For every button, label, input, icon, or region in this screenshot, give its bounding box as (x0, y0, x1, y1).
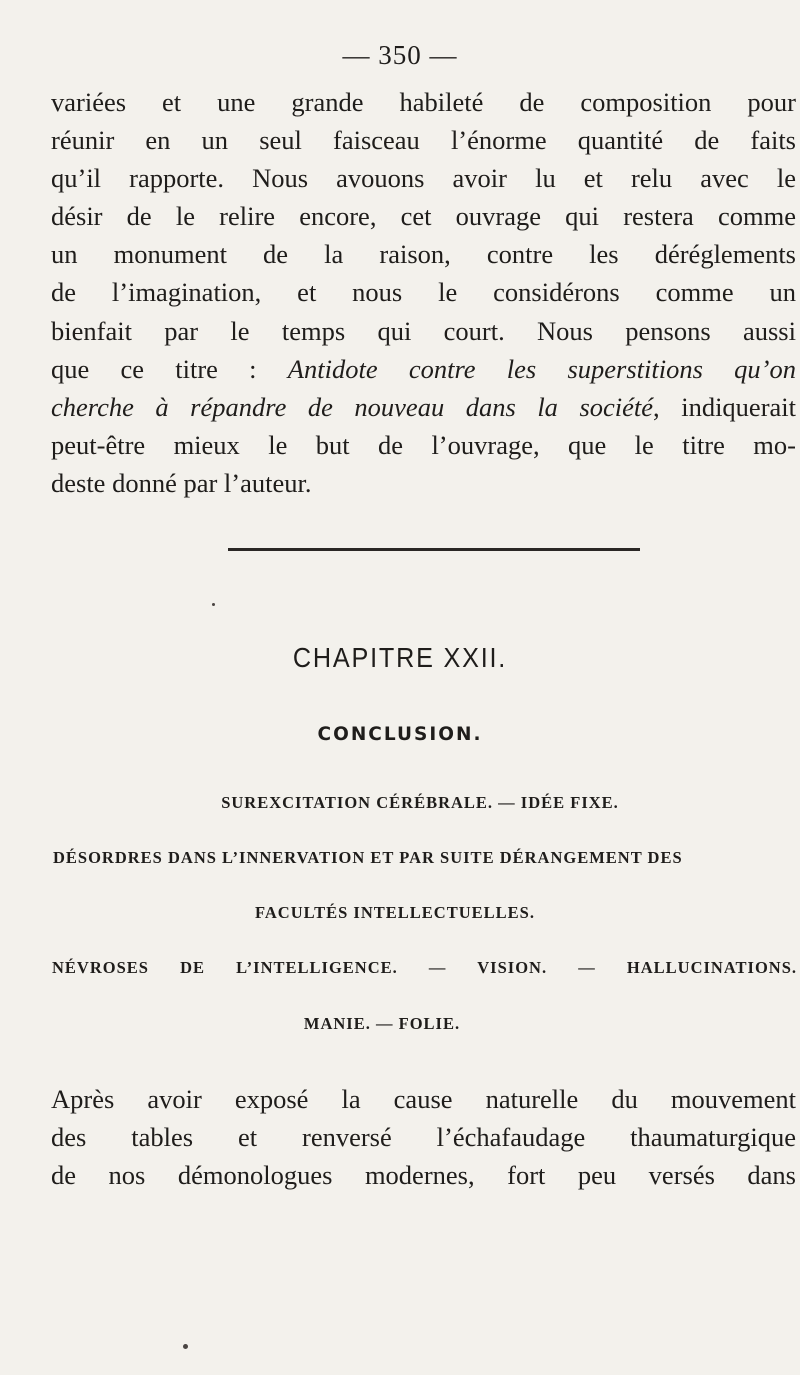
page-number: — 350 — (342, 40, 458, 70)
text-line: variées et une grande habileté de composition pour (51, 87, 796, 117)
summary-line: FACULTÉS INTELLECTUELLES. (255, 903, 535, 922)
text-line: des tables et renversé l’échafaudage thaumaturgique (51, 1122, 796, 1153)
text-roman: que ce titre : (51, 353, 288, 384)
text-line: de nos démonologues modernes, fort peu versés dans (51, 1160, 796, 1191)
text-line: bienfait par le temps qui court. Nous pensons aussi (51, 315, 796, 346)
ink-speck (212, 603, 215, 606)
paragraph-continued (51, 83, 796, 502)
text-line: qu’il rapporte. Nous avouons avoir lu et relu avec le (51, 163, 796, 194)
text-line: un monument de la raison, contre les déréglements (51, 239, 796, 270)
text-roman: , indiquerait (653, 391, 796, 422)
ink-speck (183, 1344, 188, 1349)
text-line: désir de le relire encore, cet ouvrage qui restera comme (51, 201, 796, 232)
text-line: de l’imagination, et nous le considérons comme un (51, 277, 796, 308)
text-line-mixed (51, 350, 796, 388)
summary-line: MANIE. — FOLIE. (303, 1014, 461, 1033)
section-title: CONCLUSION. (317, 724, 483, 745)
text-line-mixed (51, 388, 796, 426)
section-divider-rule (228, 548, 640, 551)
text-line: deste donné par l’auteur. (51, 467, 312, 498)
summary-line: DÉSORDRES DANS L’INNERVATION ET PAR SUITE DÉRANGEMENT DES (53, 848, 683, 867)
text-italic: Antidote contre les superstitions qu’on (287, 353, 796, 384)
summary-line: NÉVROSES DE L’INTELLIGENCE. — VISION. — HALLUCINATIONS. (52, 958, 797, 977)
summary-line: SUREXCITATION CÉRÉBRALE. — IDÉE FIXE. (221, 793, 619, 812)
chapter-heading: CHAPITRE XXII. (292, 642, 508, 673)
text-line: Après avoir exposé la cause naturelle du mouvement (51, 1084, 796, 1114)
text-italic: cherche à répandre de nouveau dans la société (51, 391, 654, 422)
text-line: réunir en un seul faisceau l’énorme quantité de faits (51, 125, 796, 156)
text-line: peut-être mieux le but de l’ouvrage, que le titre mo- (51, 429, 796, 460)
paragraph-opening (51, 1080, 796, 1194)
